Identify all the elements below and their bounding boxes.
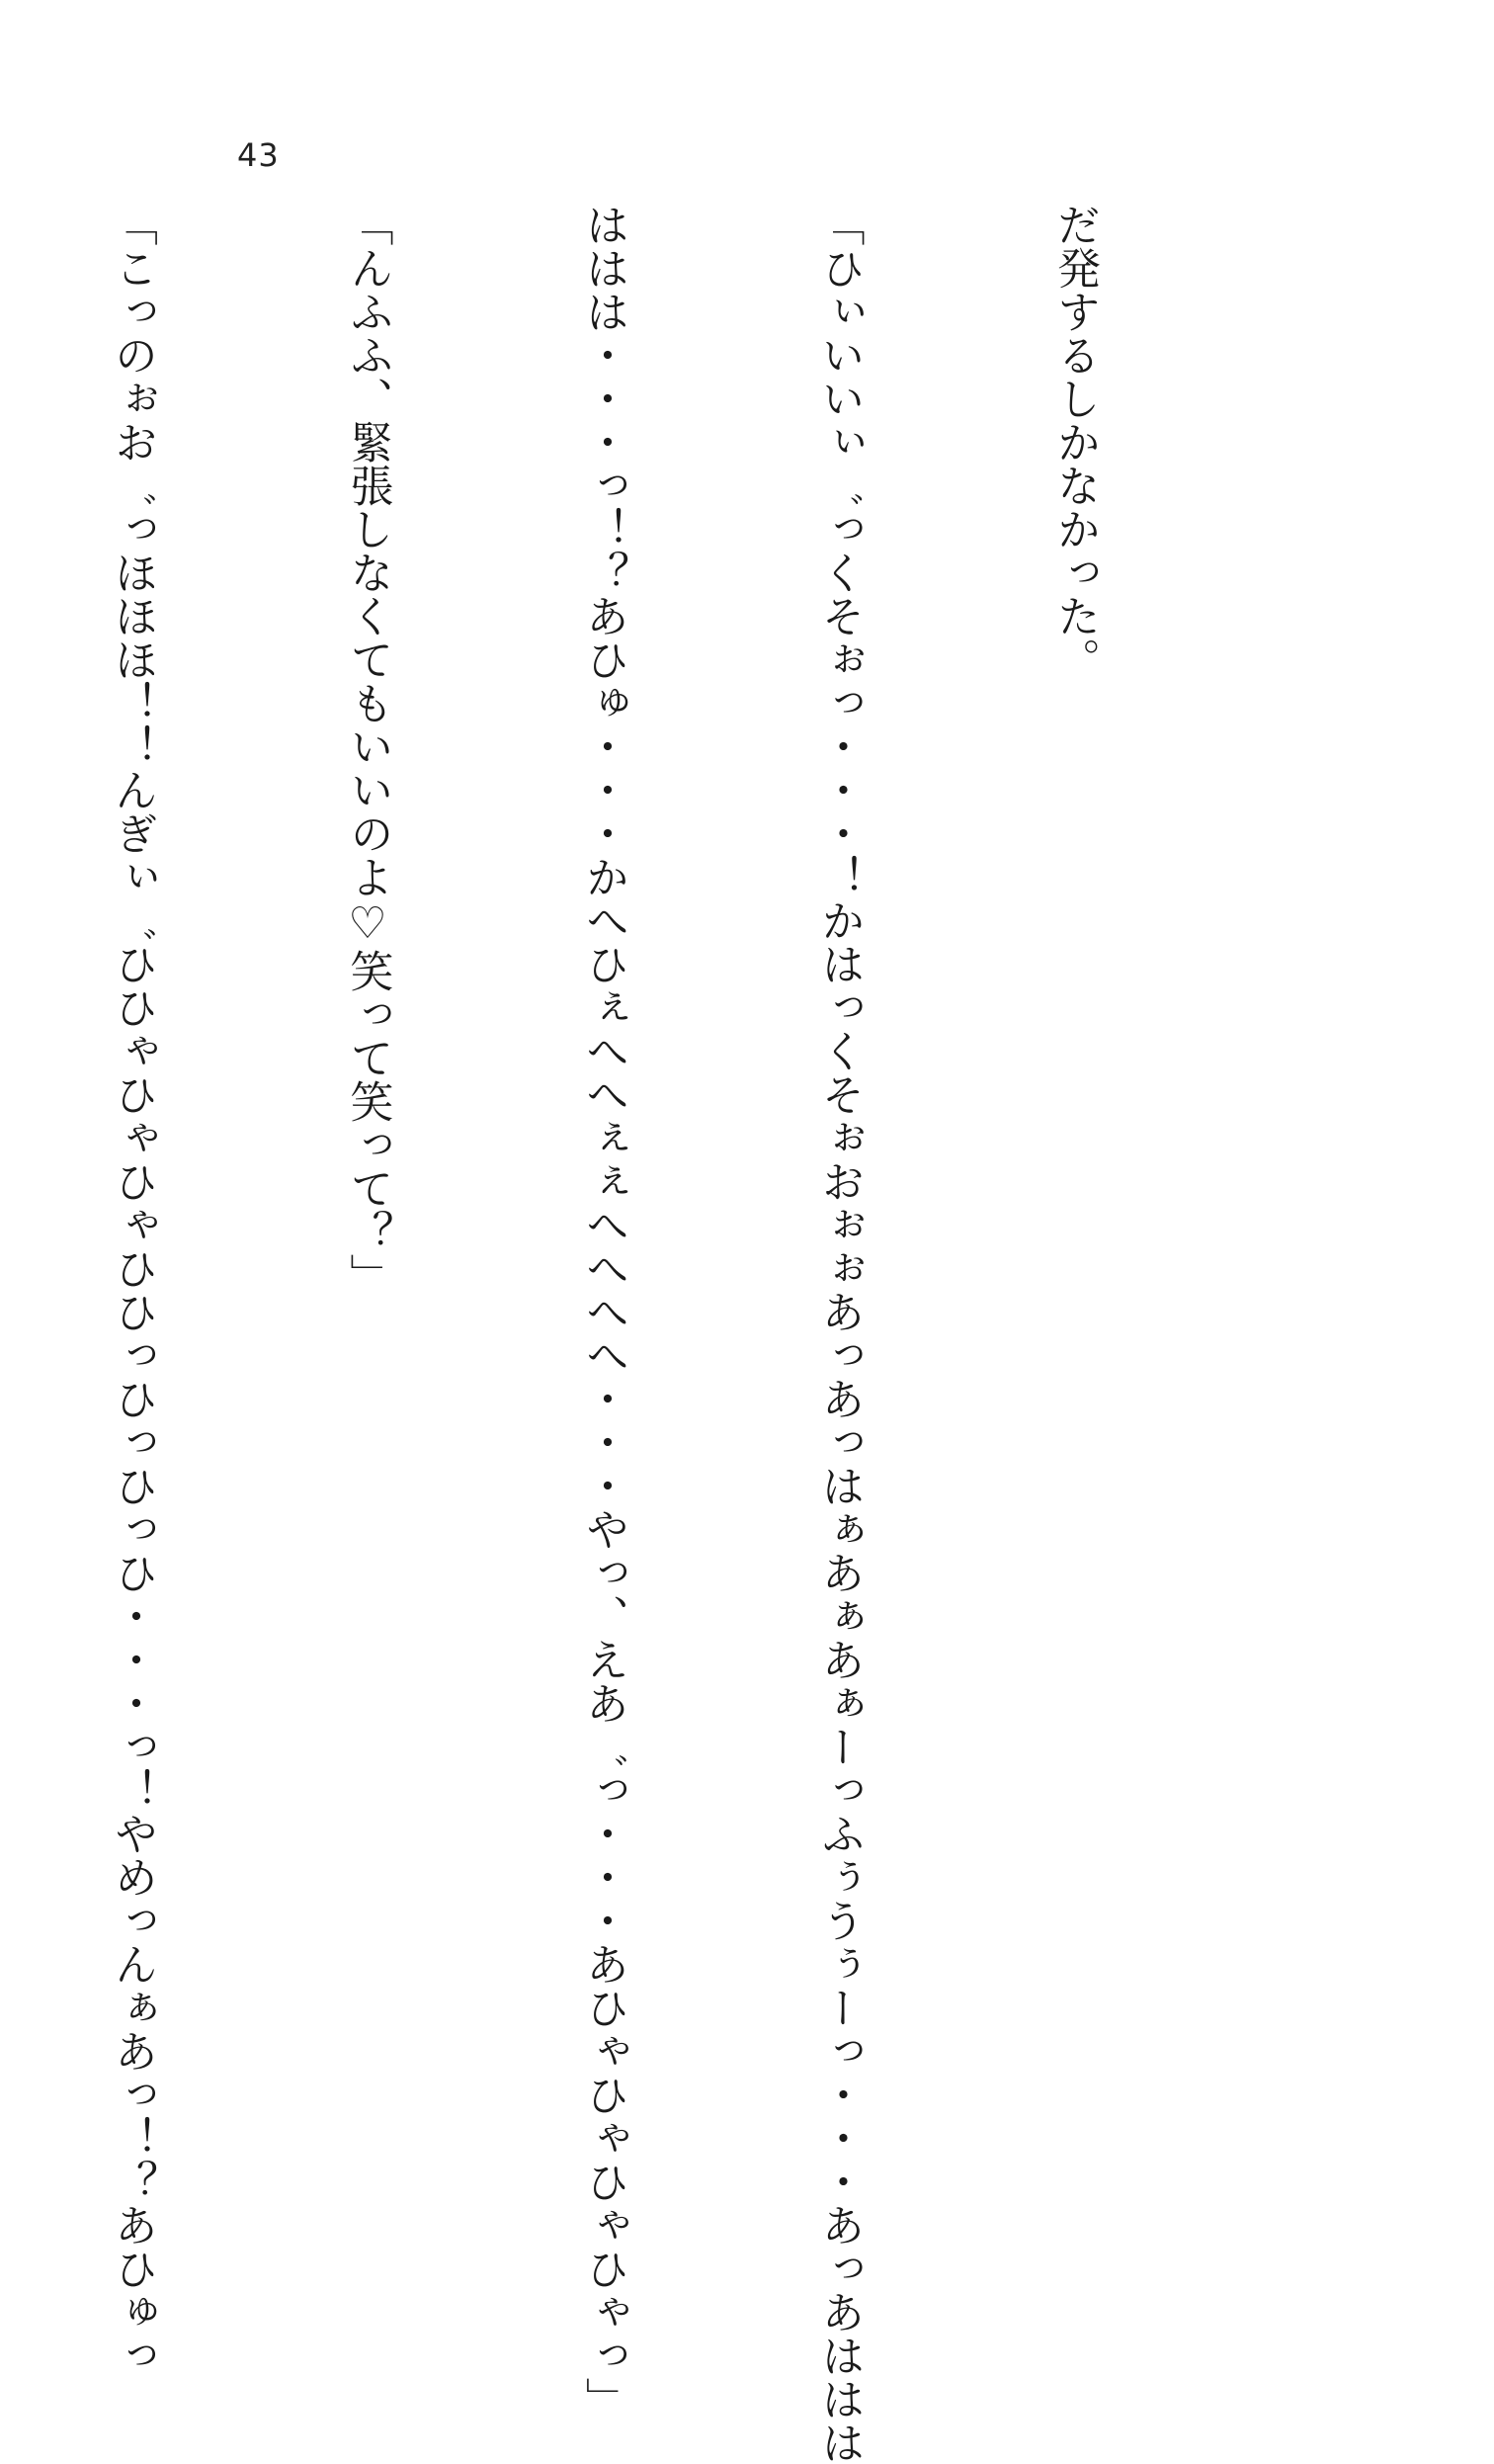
text-line: 「んふふ、緊張しなくてもいいのよ♡笑って笑って？」 xyxy=(342,203,393,1297)
vertical-body-text xyxy=(107,203,1271,2464)
page-number: 43 xyxy=(237,136,280,174)
text-line: ははは・・・っ！？あひゅ・・・かへひぇへへぇぇへへへへ・・・やっ、えあ゛っ・・・あひゃひゃひゃひゃっ」 xyxy=(578,203,628,2421)
text-line: 「こっのぉお゛っほほほ！！んぎぃ゛ひひゃひゃひゃひひっひっひっひ・・・っ！やめっんぁあっ！？あひゅっ xyxy=(107,203,157,2377)
text-line: だ発するしかなかった。 xyxy=(1049,203,1100,681)
text-line: 「ひぃいいぃ゛っくそぉっ・・・！かはっくそぉおぉぉあっあっはぁあぁあぁーっふぅうぅーっ・・・あっあははは xyxy=(813,203,865,2464)
